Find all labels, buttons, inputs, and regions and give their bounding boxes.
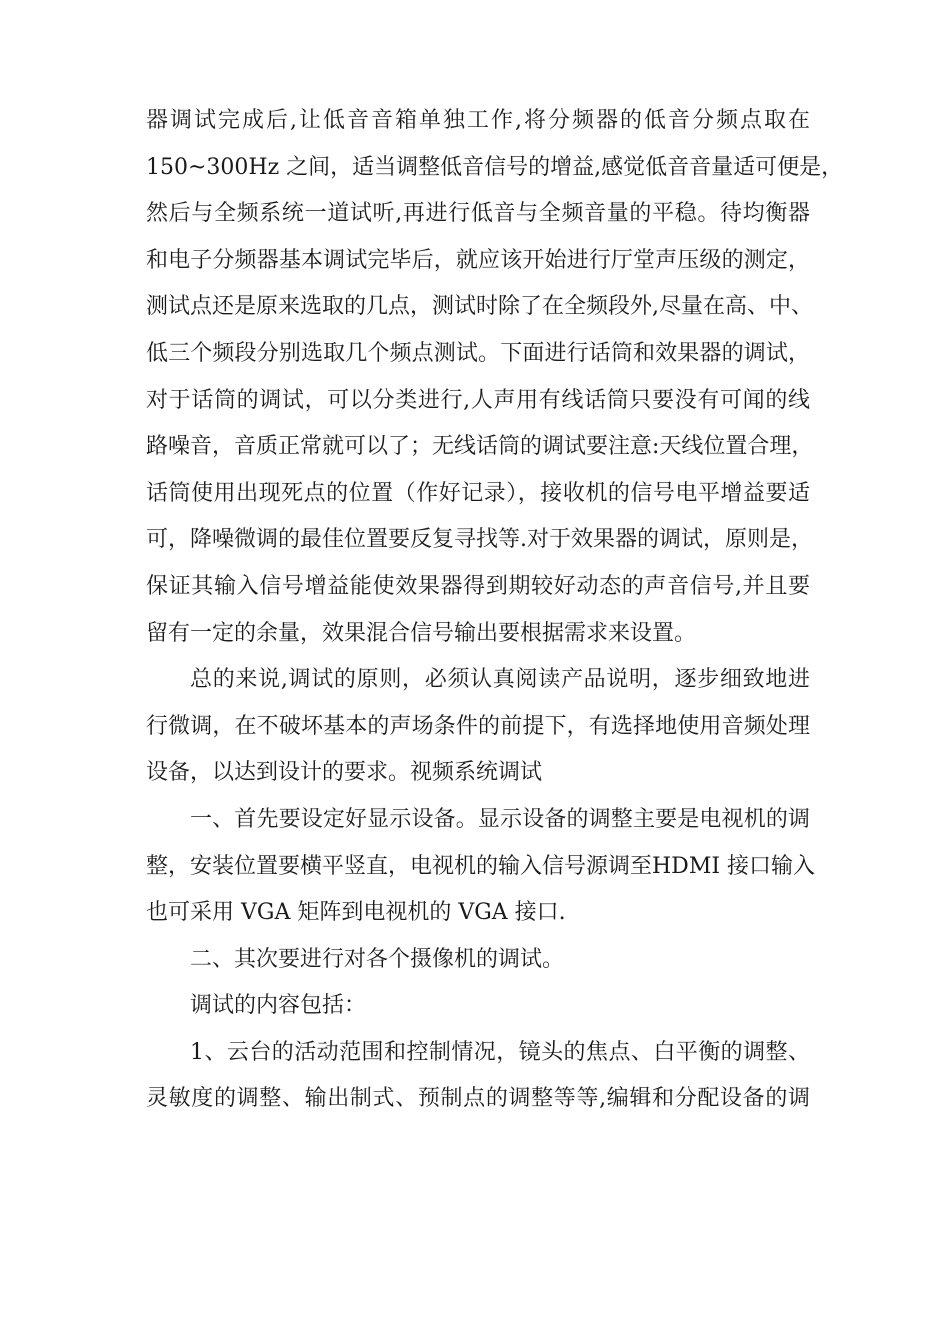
text-line: 设备，以达到设计的要求。视频系统调试: [146, 760, 543, 786]
text-line: 可，降噪微调的最佳位置要反复寻找等.对于效果器的调试，原则是，: [146, 527, 813, 553]
text-line: 也可采用 VGA 矩阵到电视机的 VGA 接口.: [146, 900, 566, 926]
text-line: 测试点还是原来选取的几点，测试时除了在全频段外,尽量在高、中、: [146, 294, 813, 320]
text-line: 然后与全频系统一道试听,再进行低音与全频音量的平稳。待均衡器: [146, 201, 810, 227]
text-line: 行微调，在不破坏基本的声场条件的前提下，有选择地使用音频处理: [146, 713, 810, 739]
text-line: 150~300Hz 之间，适当调整低音信号的增益,感觉低音音量适可便是，: [146, 154, 844, 180]
text-line: 和电子分频器基本调试完毕后，就应该开始进行厅堂声压级的测定，: [146, 247, 810, 273]
text-line: 保证其输入信号增益能使效果器得到期较好动态的声音信号,并且要: [146, 573, 810, 599]
document-body: [146, 98, 844, 1123]
text-line: 器调试完成后,让低音音箱单独工作,将分频器的低音分频点取在: [146, 108, 810, 133]
paragraph-first-line: 一、首先要设定好显示设备。显示设备的调整主要是电视机的调: [190, 806, 810, 832]
paragraph-first-line: 总的来说,调试的原则，必须认真阅读产品说明，逐步细致地进: [190, 667, 810, 693]
text-line: 整，安装位置要横平竖直，电视机的输入信号源调至HDMI 接口输入: [146, 853, 816, 879]
text-line: 低三个频段分别选取几个频点测试。下面进行话筒和效果器的调试，: [146, 340, 810, 366]
text-line: 对于话筒的调试，可以分类进行,人声用有线话筒只要没有可闻的线: [146, 387, 810, 413]
text-line: 留有一定的余量，效果混合信号输出要根据需求来设置。: [146, 620, 697, 646]
paragraph-first-line: 二、其次要进行对各个摄像机的调试。: [190, 946, 565, 972]
paragraph-first-line: 调试的内容包括：: [190, 993, 367, 1019]
text-line: 灵敏度的调整、输出制式、预制点的调整等等,编辑和分配设备的调: [146, 1086, 810, 1112]
text-line: 路噪音，音质正常就可以了；无线话筒的调试要注意:天线位置合理，: [146, 434, 814, 460]
text-line: 话筒使用出现死点的位置（作好记录），接收机的信号电平增益要适: [146, 480, 810, 506]
paragraph-first-line: 1、云台的活动范围和控制情况，镜头的焦点、白平衡的调整、: [190, 1039, 810, 1065]
